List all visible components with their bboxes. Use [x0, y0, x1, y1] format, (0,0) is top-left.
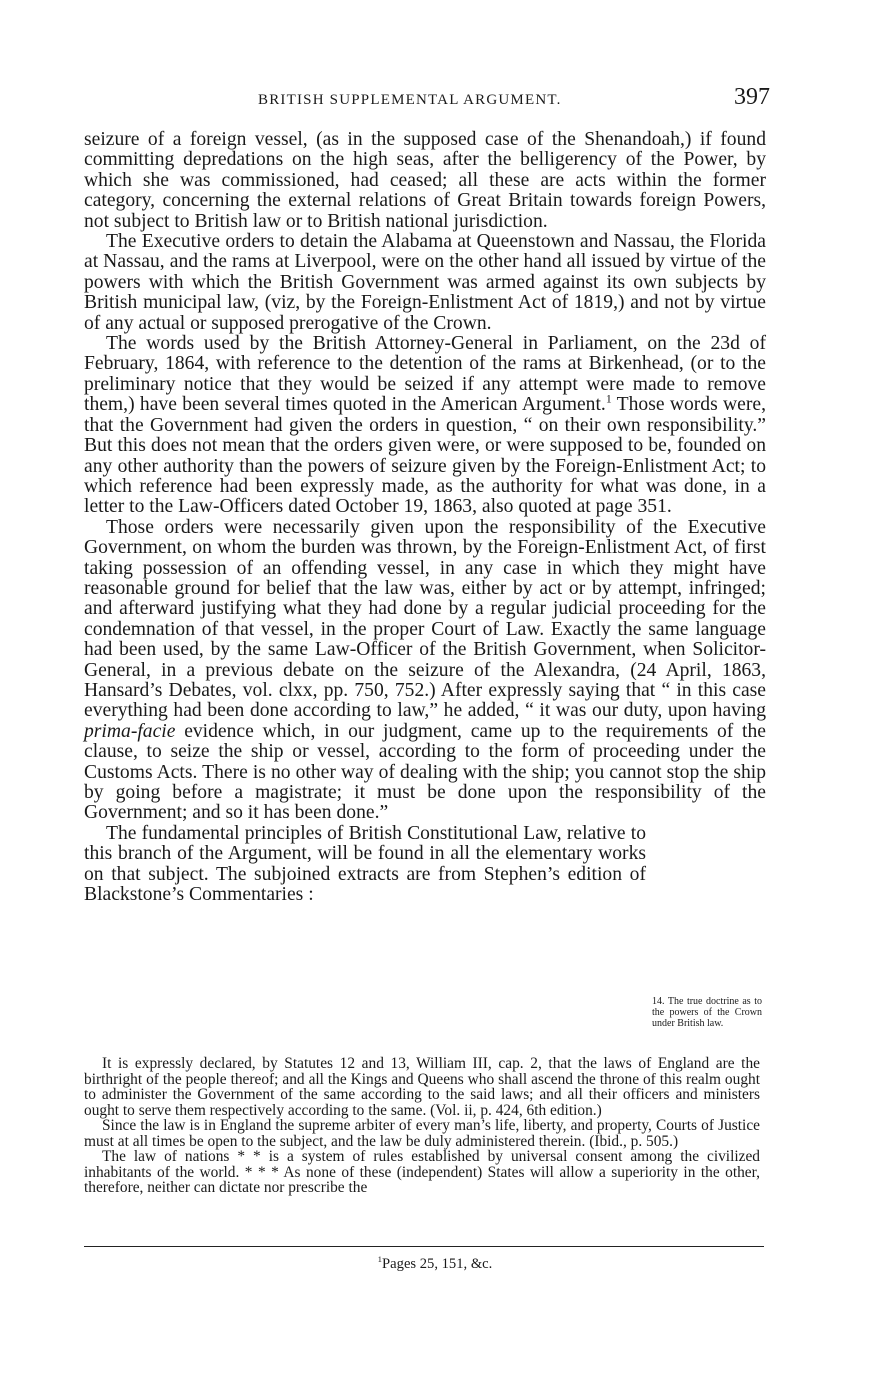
footnote-reference: 1 [605, 392, 612, 406]
paragraph-3-text-a: The words used by the British Attorney-General in Parliament, on the 23d of February, 1864, with reference to the detention of the rams at Birkenhead, (or to the preliminary notice that they would be seized if any attempt were made to remove them,) have been several times quoted in the American Argument. [84, 333, 766, 416]
paragraph-1: seizure of a foreign vessel, (as in the supposed case of the Shenandoah,) if found committing depredations on the high seas, after the belligerency of the Power, by which she was commissioned, had ceased; all these are acts within the former category, concerning the external relations of Great Britain towards foreign Powers, not subject to British law or to British national jurisdiction. [84, 129, 766, 232]
italic-term: prima-facie [84, 720, 176, 742]
footnote-text: Pages 25, 151, &c. [382, 1256, 493, 1272]
footnote-mark: 1 [377, 1254, 383, 1265]
paragraph-5: The fundamental principles of British Constitutional Law, relative to this branch of the Argument, will be found in all the elementary works on that subject. The subjoined extracts are from Stephen’s edition of Blackstone’s Commentaries : [84, 822, 646, 906]
footnote-divider [84, 1246, 764, 1247]
paragraph-4-text-a: Those orders were necessarily given upon the responsibility of the Executive Government, on whom the burden was thrown, by the Foreign-Enlistment Act, of first taking possession of an offending vessel, in any case in which they might have reasonable ground for belief that the law was, either by act or by attempt, infringed; and afterward justifying what they had done by a regular judicial proceeding for the condemnation of that vessel, in the proper Court of Law. Exactly the same language had been used, by the same Law-Officer of the British Government, when Solicitor-General, in a previous debate on the seizure of the Alexandra, (24 April, 1863, Hansard’s Debates, vol. clxx, pp. 750, 752.) After expressly saying that “ in this case everything had been done according to law,” he added, “ it was our duty, upon having [84, 516, 766, 722]
quote-1: It is expressly declared, by Statutes 12 and 13, William III, cap. 2, that the laws of England are the birthright of the people thereof; and all the Kings and Queens who shall ascend the throne of this realm ought to administer the Government of the same according to the said laws; and all their officers and ministers ought to serve them respectively according to the same. (Vol. ii, p. 424, 6th edition.) [84, 1055, 760, 1119]
footnote [0, 1256, 870, 1273]
paragraph-4-text-b: evidence which, in our judgment, came up to the requirements of the clause, to seize the ship or vessel, according to the form of proceeding under the Customs Acts. There is no other way of dealing with the ship; you cannot stop the ship by going before a magistrate; it must be done upon the responsibility of the Government; and so it has been done.” [84, 720, 766, 824]
margin-note: 14. The true doctrine as to the powers of the Crown under British law. [652, 996, 762, 1029]
paragraph-3 [84, 334, 766, 518]
quote-3: The law of nations * * is a system of rules established by universal consent among the civilized inhabitants of the world. * * * As none of these (independent) States will allow a superiority in the other, therefore, neither can dictate nor prescribe the [84, 1148, 760, 1196]
running-head: BRITISH SUPPLEMENTAL ARGUMENT. [258, 92, 562, 108]
block-quotes [84, 1056, 760, 1196]
quote-2: Since the law is in England the supreme arbiter of every man’s life, liberty, and property, Courts of Justice must at all times be open to the subject, and the law be duly administered therein. (Ibid., p. 505.) [84, 1117, 760, 1150]
page-number: 397 [734, 84, 770, 110]
paragraph-4 [84, 518, 766, 824]
paragraph-3-text-b: Those words were, that the Government had given the orders in question, “ on their own responsibility.” But this does not mean that the orders given were, or were supposed to be, founded on any other authority than the powers of seizure given by the Foreign-Enlistment Act; to which reference had been expressly made, as the authority for what was done, in a letter to the Law-Officers dated October 19, 1863, also quoted at page 351. [84, 394, 767, 518]
main-text [84, 130, 766, 905]
page-header [84, 84, 770, 118]
paragraph-2: The Executive orders to detain the Alabama at Queenstown and Nassau, the Florida at Nassau, and the rams at Liverpool, were on the other hand all issued by virtue of the powers with which the British Government was armed against its own subjects by British municipal law, (viz, by the Foreign-Enlistment Act of 1819,) and not by virtue of any actual or supposed prerogative of the Crown. [84, 231, 766, 334]
